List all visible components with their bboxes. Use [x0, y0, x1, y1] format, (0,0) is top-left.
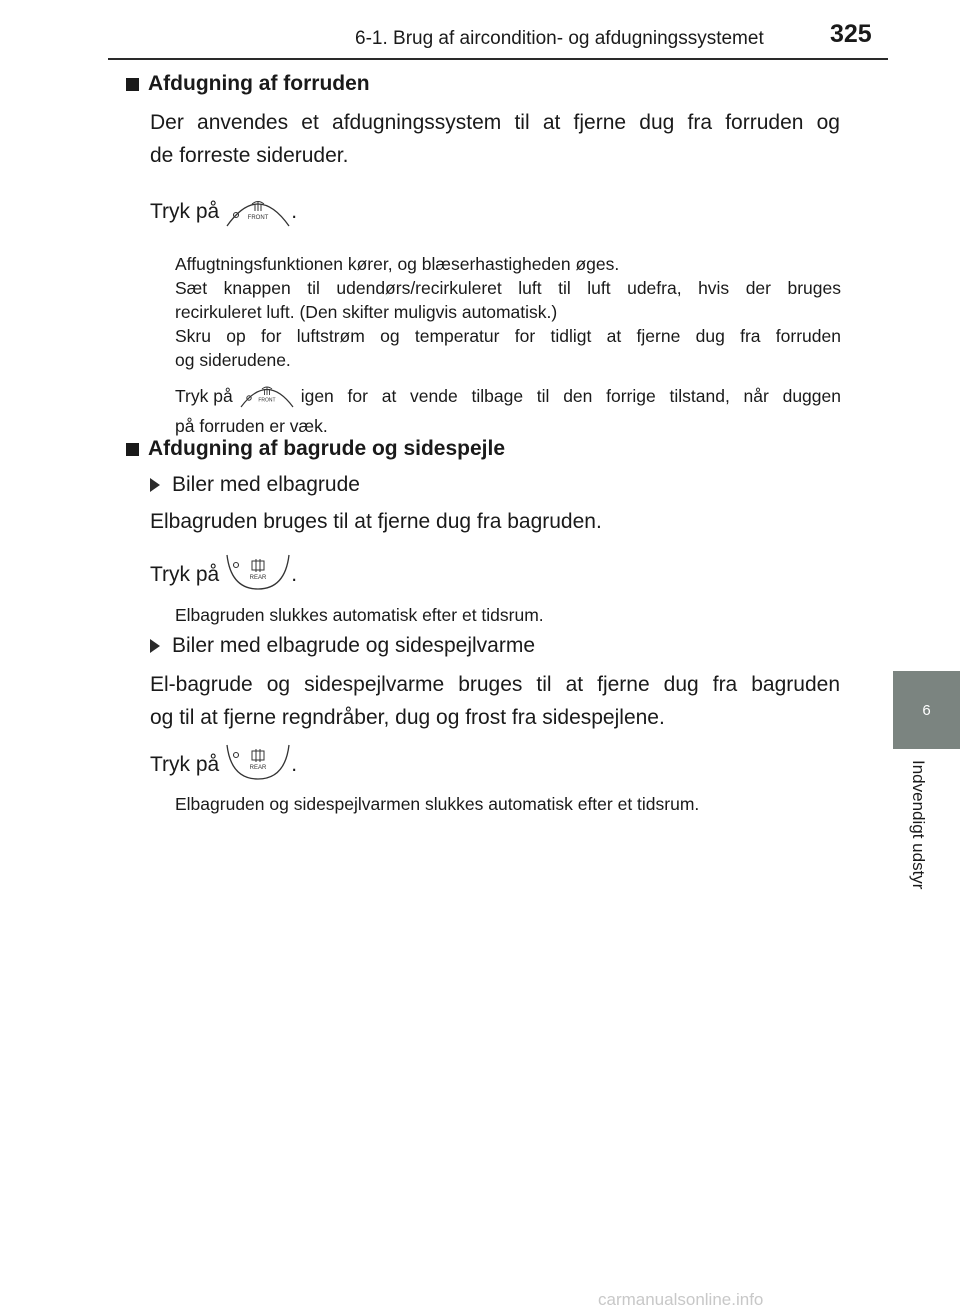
heading-text: Afdugning af forruden — [148, 72, 370, 95]
chapter-tab[interactable] — [893, 671, 960, 749]
note-line: recirkuleret luft. (Den skifter muligvis automatisk.) — [175, 302, 558, 322]
rear-button-text: REAR — [249, 575, 267, 581]
press-end: . — [291, 753, 298, 776]
chapter-number: 6 — [922, 701, 931, 719]
intro-paragraph — [150, 106, 840, 172]
note-line: Affugtningsfunktionen kører, og blæserhastigheden øges. — [175, 254, 620, 274]
front-again-note — [175, 378, 841, 438]
section-heading-front — [124, 72, 370, 96]
front-button-text: FRONT — [247, 215, 269, 221]
press-rear-instruction — [150, 553, 297, 597]
page-number: 325 — [830, 20, 872, 48]
front-button-text: FRONT — [258, 397, 276, 404]
square-bullet-icon — [126, 78, 139, 91]
press-end: . — [291, 200, 298, 223]
watermark: carmanualsonline.info — [598, 1290, 764, 1309]
press-end: . — [291, 563, 298, 586]
mirror-description — [150, 668, 840, 734]
chapter-label: Indvendigt udstyr — [909, 760, 928, 890]
rear-defrost-button-icon — [225, 553, 291, 597]
triangle-bullet-icon — [150, 478, 160, 492]
square-bullet-icon — [126, 443, 139, 456]
header-divider — [108, 58, 888, 60]
note-line: Sæt knappen til udendørs/recirkuleret luft til luft udefra, hvis der bruges — [175, 278, 841, 298]
note-line: og siderudene. — [175, 350, 291, 370]
again-suffix: igen for at vende tilbage til den forrige tilstand, når duggen — [300, 386, 841, 406]
intro-line: de forreste sideruder. — [150, 144, 349, 167]
press-front-instruction — [150, 190, 297, 234]
variant-bullet-1 — [150, 473, 360, 497]
intro-line: Der anvendes et afdugningssystem til at fjerne dug fra forruden og — [150, 111, 840, 134]
press-label: Tryk på — [150, 753, 220, 776]
heading-text: Afdugning af bagrude og sidespejle — [148, 437, 506, 460]
press-label: Tryk på — [150, 563, 220, 586]
rear-note: Elbagruden slukkes automatisk efter et tidsrum. — [175, 605, 544, 625]
rear-button-text: REAR — [249, 765, 267, 771]
front-defrost-button-icon — [225, 190, 291, 234]
rear-defrost-button-icon — [225, 743, 291, 787]
front-notes — [175, 252, 841, 372]
press-label: Tryk på — [150, 200, 220, 223]
mirror-note: Elbagruden og sidespejlvarmen slukkes automatisk efter et tidsrum. — [175, 794, 700, 814]
again-line2: på forruden er væk. — [175, 416, 328, 436]
section-title: 6-1. Brug af aircondition- og afdugningssystemet — [355, 28, 764, 49]
front-defrost-button-icon — [239, 378, 295, 414]
bullet-text: Biler med elbagrude — [172, 473, 360, 496]
mirror-line: og til at fjerne regndråber, dug og frost fra sidespejlene. — [150, 706, 665, 729]
press-rear-instruction — [150, 743, 297, 787]
section-heading-rear — [124, 437, 505, 461]
note-line: Skru op for luftstrøm og temperatur for tidligt at fjerne dug fra forruden — [175, 326, 841, 346]
page-header — [0, 0, 960, 60]
mirror-line: El-bagrude og sidespejlvarme bruges til at fjerne dug fra bagruden — [150, 673, 840, 696]
variant-bullet-2 — [150, 634, 535, 658]
bullet-text: Biler med elbagrude og sidespejlvarme — [172, 634, 536, 657]
triangle-bullet-icon — [150, 639, 160, 653]
rear-description: Elbagruden bruges til at fjerne dug fra bagruden. — [150, 510, 602, 533]
again-prefix: Tryk på — [175, 386, 233, 406]
